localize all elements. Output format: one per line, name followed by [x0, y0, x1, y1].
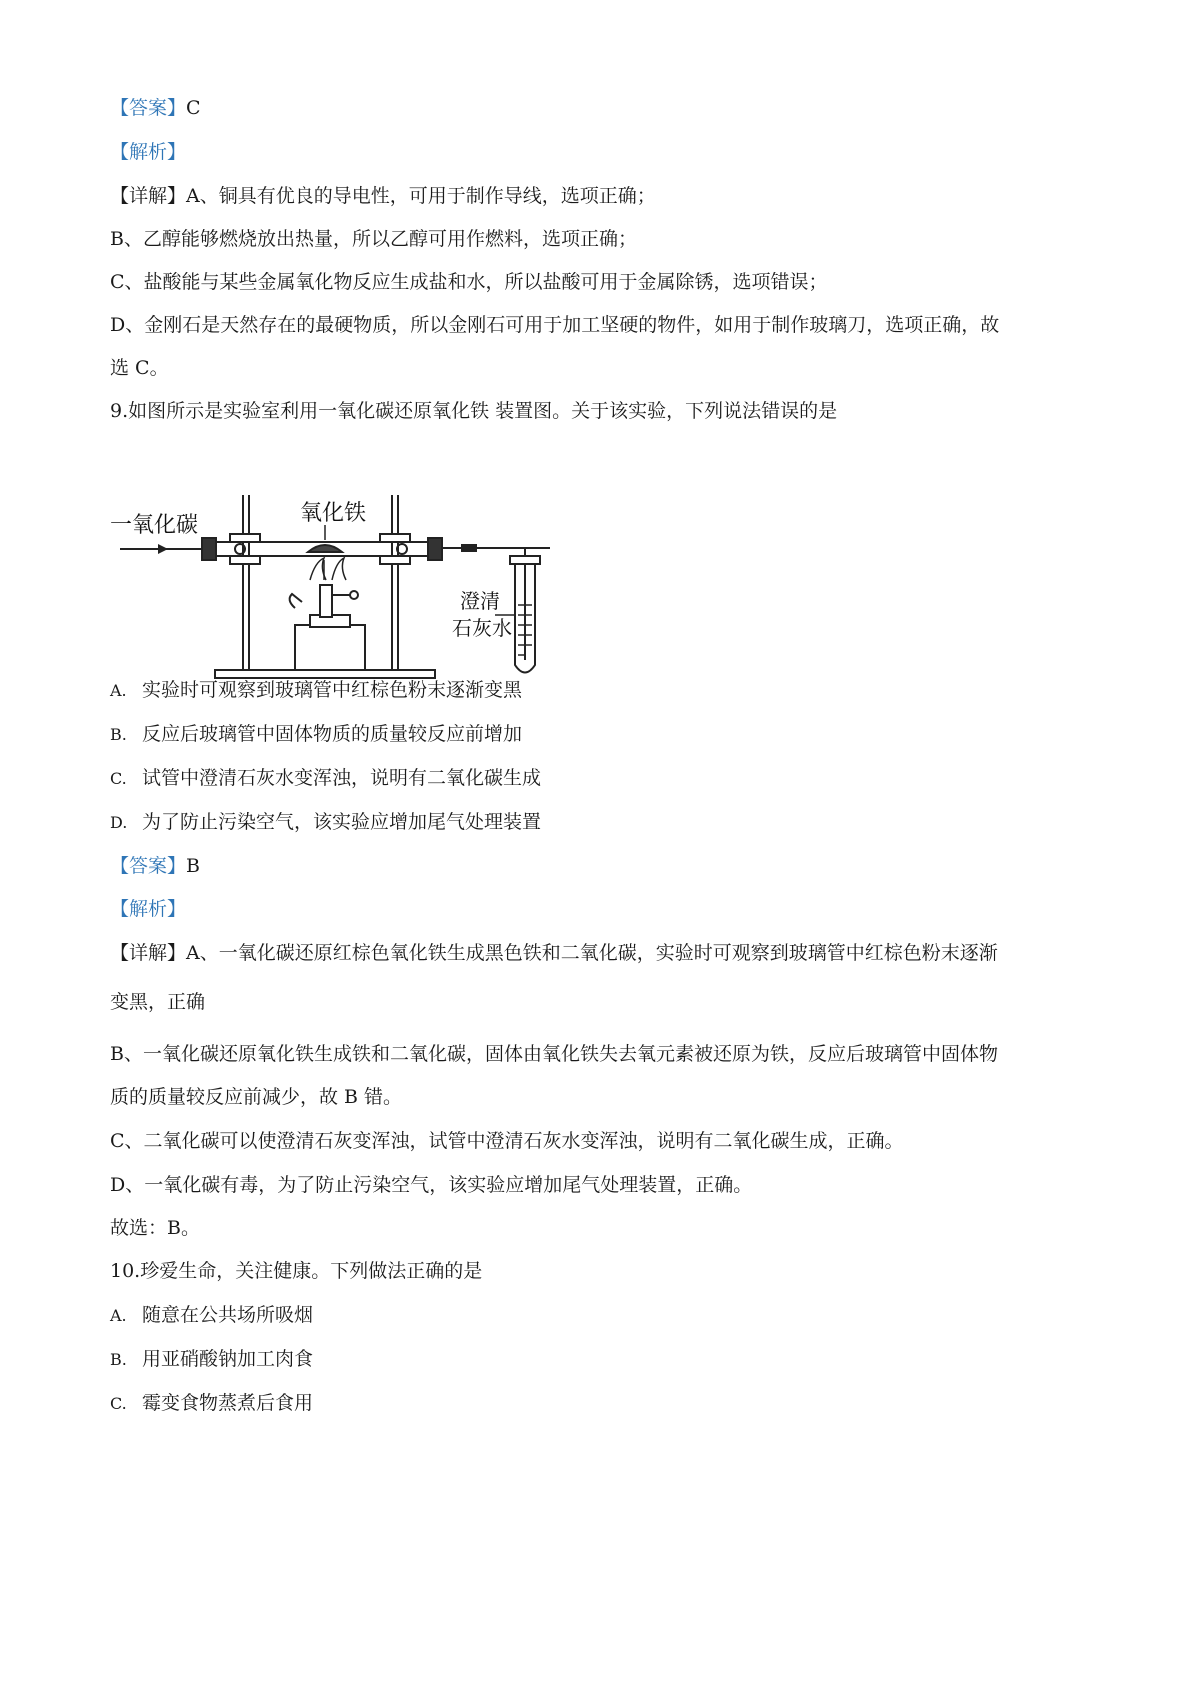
q9-stem: 9.如图所示是实验室利用一氧化碳还原氧化铁 装置图。关于该实验，下列说法错误的是 [110, 400, 838, 422]
q9-detail-line-4: 质的质量较反应前减少，故 B 错。 [110, 1086, 403, 1108]
q9-detail-line-2: 变黑，正确 [110, 991, 206, 1013]
answer-tag: 【答案】 [110, 855, 187, 877]
q10-option-a: A. 随意在公共场所吸烟 [110, 1304, 314, 1326]
q9-answer [110, 852, 200, 880]
answer-value: C [186, 97, 201, 119]
q9-detail-line-3: B、一氧化碳还原氧化铁生成铁和二氧化碳，固体由氧化铁失去氧元素被还原为铁，反应后玻璃管中固体物 [110, 1043, 998, 1065]
q10-stem: 10.珍爱生命，关注健康。下列做法正确的是 [110, 1260, 483, 1282]
q9-detail-line-6: D、一氧化碳有毒，为了防止污染空气，该实验应增加尾气处理装置，正确。 [110, 1174, 753, 1196]
q8-answer [110, 94, 201, 122]
label-fe2o3: 氧化铁 [300, 501, 367, 526]
answer-tag: 【答案】 [110, 97, 187, 119]
label-co: 一氧化碳 [110, 513, 199, 538]
q8-analysis-tag: 【解析】 [110, 141, 187, 163]
label-limewater-2: 石灰水 [452, 616, 512, 640]
q9-analysis-tag: 【解析】 [110, 898, 187, 920]
q9-detail-line-1: 【详解】A、一氧化碳还原红棕色氧化铁生成黑色铁和二氧化碳，实验时可观察到玻璃管中红棕色粉末逐渐 [110, 942, 998, 964]
detail-tag: 【详解】 [110, 942, 187, 964]
q10-option-c: C. 霉变食物蒸煮后食用 [110, 1392, 314, 1414]
detail-tag: 【详解】 [110, 185, 187, 207]
q9-option-c: C. 试管中澄清石灰水变浑浊，说明有二氧化碳生成 [110, 767, 542, 789]
q8-detail-line-3: C、盐酸能与某些金属氧化物反应生成盐和水，所以盐酸可用于金属除锈，选项错误； [110, 271, 828, 293]
answer-value: B [186, 855, 200, 877]
q10-option-b: B. 用亚硝酸钠加工肉食 [110, 1348, 314, 1370]
q9-detail-line-5: C、二氧化碳可以使澄清石灰变浑浊，试管中澄清石灰水变浑浊，说明有二氧化碳生成，正确。 [110, 1130, 904, 1152]
label-limewater-1: 澄清 [460, 589, 500, 613]
q9-option-a: A. 实验时可观察到玻璃管中红棕色粉末逐渐变黑 [110, 679, 523, 701]
q8-detail-line-2: B、乙醇能够燃烧放出热量，所以乙醇可用作燃料，选项正确； [110, 228, 637, 250]
q8-detail-line-1: 【详解】A、铜具有优良的导电性，可用于制作导线，选项正确； [110, 185, 656, 207]
q9-option-b: B. 反应后玻璃管中固体物质的质量较反应前增加 [110, 723, 523, 745]
q8-detail-line-5: 选 C。 [110, 357, 169, 379]
q8-detail-line-4: D、金刚石是天然存在的最硬物质，所以金刚石可用于加工坚硬的物件，如用于制作玻璃刀，选项正确，故 [110, 314, 1000, 336]
q9-detail-line-7: 故选：B。 [110, 1217, 200, 1239]
q9-option-d: D. 为了防止污染空气，该实验应增加尾气处理装置 [110, 811, 542, 833]
